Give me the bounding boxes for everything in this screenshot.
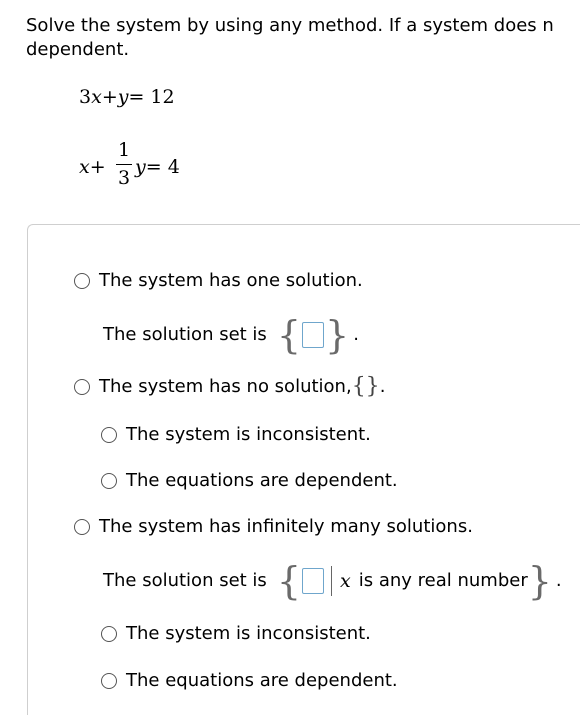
one-solution-answer-box[interactable] [302,322,324,348]
radio-infinite-inconsistent[interactable] [101,626,117,642]
period-1: . [353,324,359,345]
set-builder-variable: x [340,570,351,592]
eq2-plus: + [89,156,106,178]
such-that-bar [331,566,332,596]
option-no-solution-inconsistent[interactable] [101,424,371,446]
no-solution-inconsistent-label: The system is inconsistent. [126,424,371,445]
equation-2 [79,138,279,194]
radio-no-solution-dependent[interactable] [101,473,117,489]
open-brace-1: { [276,313,301,357]
close-brace-2: } [527,559,552,603]
prompt-line-2: dependent. [26,39,130,60]
fraction-denominator: 3 [117,167,131,189]
infinite-solution-set-row [103,559,562,603]
infinite-inconsistent-label: The system is inconsistent. [126,623,371,644]
close-brace-1: } [325,313,350,357]
eq1-var-y: y [117,86,129,108]
no-solution-dependent-label: The equations are dependent. [126,470,398,491]
eq1-plus: + [101,86,118,108]
question-prompt [26,14,580,62]
period-2: . [379,376,386,397]
eq2-var-x: x [79,156,90,178]
fraction-bar [116,164,132,165]
eq1-rhs: = 12 [128,86,175,108]
one-solution-set-row [103,313,359,357]
open-brace-2: { [276,559,301,603]
eq2-rhs-value: = 4 [145,156,180,178]
one-solution-prefix: The solution set is [103,324,267,345]
prompt-line-1: Solve the system by using any method. If a system does n [26,15,554,36]
eq2-fraction [116,138,132,189]
empty-set-symbol: {} [351,374,380,399]
fraction-numerator: 1 [117,139,131,161]
eq2-lhs [79,156,106,178]
option-no-solution[interactable] [74,376,385,398]
option-no-solution-dependent[interactable] [101,470,398,492]
option-infinite-inconsistent[interactable] [101,623,371,645]
infinite-solution-prefix: The solution set is [103,570,267,591]
radio-one-solution[interactable] [74,273,90,289]
eq2-rhs [135,156,180,178]
period-3: . [555,570,562,591]
option-infinite-solutions-label: The system has infinitely many solutions. [99,516,473,537]
infinite-dependent-label: The equations are dependent. [126,670,398,691]
set-builder-condition: is any real number [358,570,528,591]
eq2-var-y: y [135,156,146,178]
radio-no-solution-inconsistent[interactable] [101,427,117,443]
infinite-solution-answer-box[interactable] [302,568,324,594]
radio-no-solution[interactable] [74,379,90,395]
option-infinite-solutions[interactable] [74,516,473,538]
radio-infinite-dependent[interactable] [101,673,117,689]
option-no-solution-label: The system has no solution, [99,376,352,397]
equation-1 [79,86,175,108]
option-one-solution[interactable] [74,270,363,292]
radio-infinite-solutions[interactable] [74,519,90,535]
option-infinite-dependent[interactable] [101,670,398,692]
eq1-coefficient: 3 [79,86,92,108]
option-one-solution-label: The system has one solution. [99,270,363,291]
eq1-var-x: x [91,86,102,108]
